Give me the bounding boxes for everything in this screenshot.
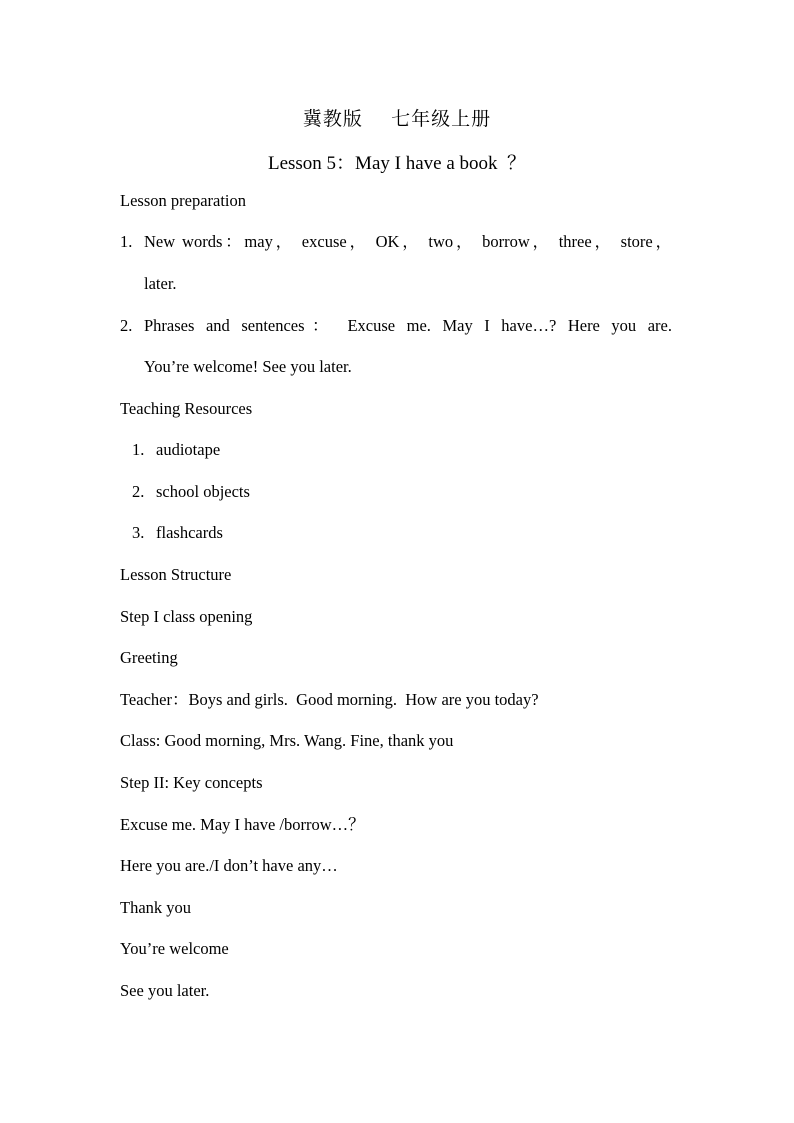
resource-item-3-number: 3.	[132, 523, 145, 542]
key-line-3: Thank you	[120, 898, 192, 917]
resource-item-1-number: 1.	[132, 440, 145, 459]
prep-item-2-continuation: You’re welcome! See you later.	[144, 357, 352, 376]
prep-item-1-number: 1.	[120, 232, 133, 251]
structure-heading: Lesson Structure	[120, 565, 232, 584]
key-line-1: Excuse me. May I have /borrow…？	[120, 815, 365, 834]
resource-item-2-number: 2.	[132, 482, 145, 501]
teacher-line: Teacher：Boys and girls. Good morning. How are you today?	[120, 690, 539, 709]
greeting-heading: Greeting	[120, 648, 178, 667]
preparation-heading: Lesson preparation	[120, 191, 246, 210]
resource-item-1-text: audiotape	[156, 440, 221, 459]
step-2-heading: Step II: Key concepts	[120, 773, 263, 792]
key-line-5: See you later.	[120, 981, 210, 1000]
prep-item-1-continuation: later.	[144, 274, 177, 293]
prep-item-1-text: New words：may， excuse， OK， two， borrow， three， store，	[144, 232, 672, 251]
prep-item-2-text: Phrases and sentences： Excuse me. May I have…? Here you are.	[144, 316, 672, 335]
key-line-4: You’re welcome	[120, 939, 229, 958]
lesson-title: Lesson 5：May I have a book ？	[267, 153, 527, 174]
step-1-heading: Step I class opening	[120, 607, 253, 626]
prep-item-2-number: 2.	[120, 316, 133, 335]
key-line-2: Here you are./I don’t have any…	[120, 856, 338, 875]
resources-heading: Teaching Resources	[120, 399, 253, 418]
resource-item-3-text: flashcards	[156, 523, 223, 542]
document-title: 冀教版 七年级上册	[302, 108, 492, 130]
resource-item-2-text: school objects	[156, 482, 250, 501]
class-line: Class: Good morning, Mrs. Wang. Fine, thank you	[120, 731, 454, 750]
